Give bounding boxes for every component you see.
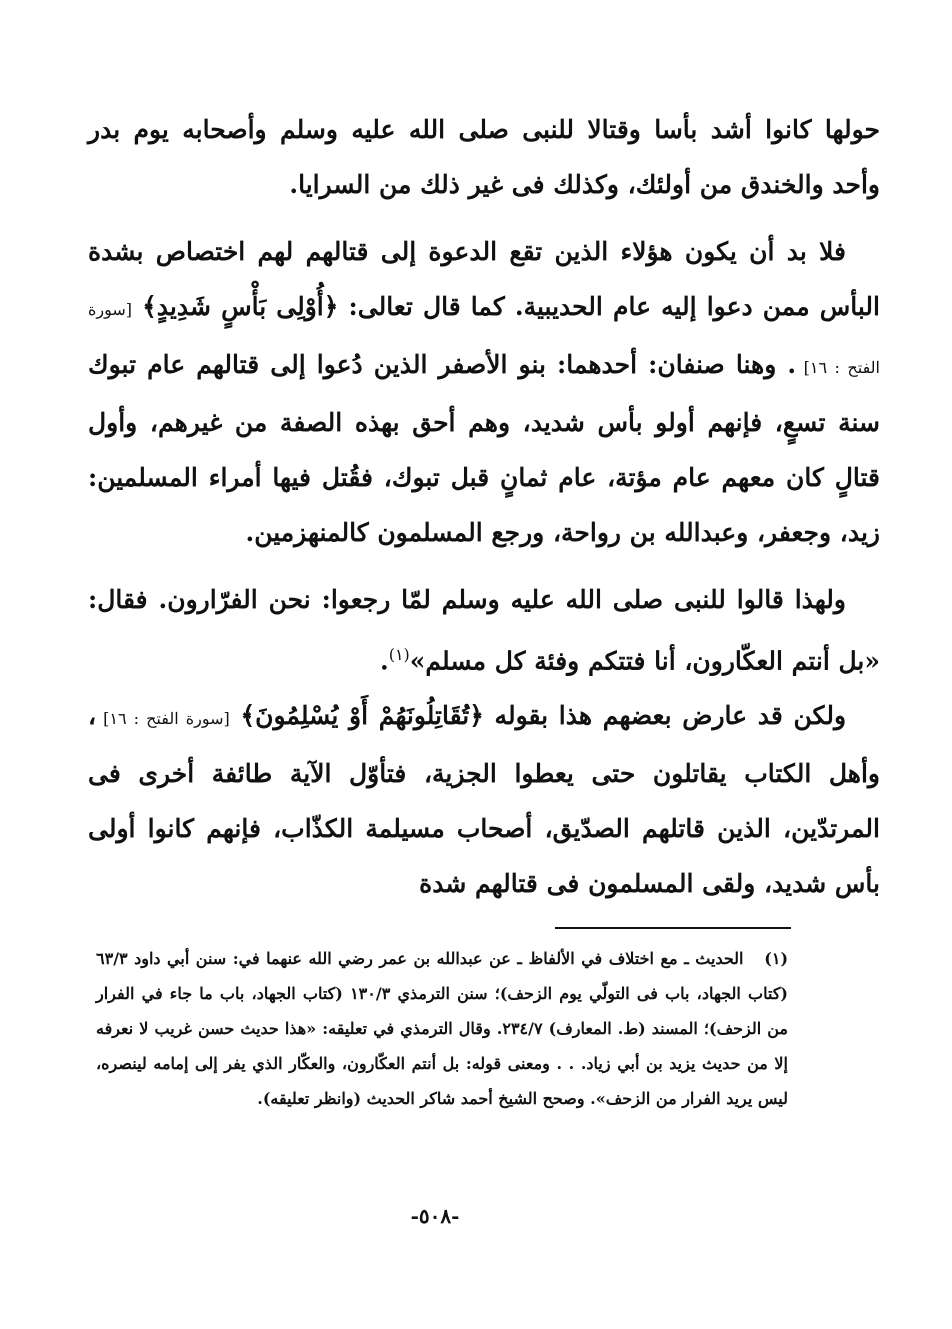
paragraph-4-text-b: ، وأهل الكتاب يقاتلون حتى يعطوا الجزية، فتأوّل الآية طائفة أخرى فى المرتدّين، الذين قاتلهم الصدّيق، أصحاب مسيلمة الكذّاب، فإنهم كانوا أولى بأس شديد، ولقى المسلمون فى قتالهم شدة bbox=[88, 701, 880, 899]
paragraph-2-text-a: فلا بد أن يكون هؤلاء الذين تقع الدعوة إلى قتالهم لهم اختصاص بشدة البأس ممن دعوا إليه عام الحديبية. كما قال تعالى: bbox=[88, 237, 880, 321]
footnote-separator bbox=[555, 927, 791, 929]
footnote-marker: (١) bbox=[388, 645, 410, 664]
paragraph-3-text: ولهذا قالوا للنبى صلى الله عليه وسلم لمّا رجعوا: نحن الفرّارون. فقال: «بل أنتم العكّارون، أنا فتتكم وفئة كل مسلم» bbox=[88, 585, 880, 676]
paragraph-4-text-a: ولكن قد عارض بعضهم هذا بقوله bbox=[483, 701, 847, 731]
paragraph-1 bbox=[88, 102, 880, 212]
paragraph-4 bbox=[88, 688, 880, 911]
paragraph-3 bbox=[88, 572, 880, 688]
paragraph-2 bbox=[88, 224, 880, 560]
footnote-number: (١) bbox=[764, 949, 789, 968]
surah-reference-2: [سورة الفتح : ١٦] bbox=[96, 709, 230, 729]
paragraph-1-line-2: وأحد والخندق من أولئك، وكذلك فى غير ذلك من السرايا. bbox=[289, 170, 880, 199]
body-text bbox=[88, 102, 880, 911]
paragraph-3-end: . bbox=[379, 646, 389, 676]
quran-quote-2: ﴿تُقَاتِلُونَهُمْ أَوْ يُسْلِمُونَ﴾ bbox=[240, 701, 484, 731]
page-number: -٥٠٨- bbox=[410, 1204, 460, 1228]
paragraph-2-text-b: . وهنا صنفان: أحدهما: بنو الأصفر الذين دُعوا إلى قتالهم عام تبوك سنة تسعٍ، فإنهم أولو بأس شديد، وهم أحق بهذه الصفة من غيرهم، وأول قتالٍ كان معهم عام مؤتة، عام ثمانٍ قبل تبوك، فقُتل فيها أمراء المسلمين: زيد، وجعفر، وعبدالله بن رواحة، ورجع المسلمون كالمنهزمين. bbox=[88, 350, 880, 547]
paragraph-1-line-1: حولها كانوا أشد بأسا وقتالا للنبى صلى الله عليه وسلم وأصحابه يوم بدر bbox=[88, 115, 880, 144]
quran-quote-1: ﴿أُوْلِى بَأْسٍ شَدِيدٍ﴾ bbox=[142, 292, 339, 321]
footnote bbox=[96, 941, 788, 1116]
surah-reference-1: [سورة الفتح : ١٦] bbox=[88, 300, 880, 377]
footnote-text: الحديث ـ مع اختلاف في الألفاظ ـ عن عبدالله بن عمر رضي الله عنهما في: سنن أبي داود ٦٣/٣ (كتاب الجهاد، باب فى التولّي يوم الزحف)؛ سنن الترمذي ١٣٠/٣ (كتاب الجهاد، باب ما جاء في الفرار من الزحف)؛ المسند (ط. المعارف) ٢٣٤/٧. وقال الترمذي في تعليقه: «هذا حديث حسن غريب لا نعرفه إلا من حديث يزيد بن أبي زياد. . . ومعنى قوله: بل أنتم العكّارون، والعكّار الذي يفر إلى إمامه لينصره، ليس يريد الفرار من الزحف». وصحح الشيخ أحمد شاكر الحديث (وانظر تعليقه). bbox=[96, 949, 789, 1108]
